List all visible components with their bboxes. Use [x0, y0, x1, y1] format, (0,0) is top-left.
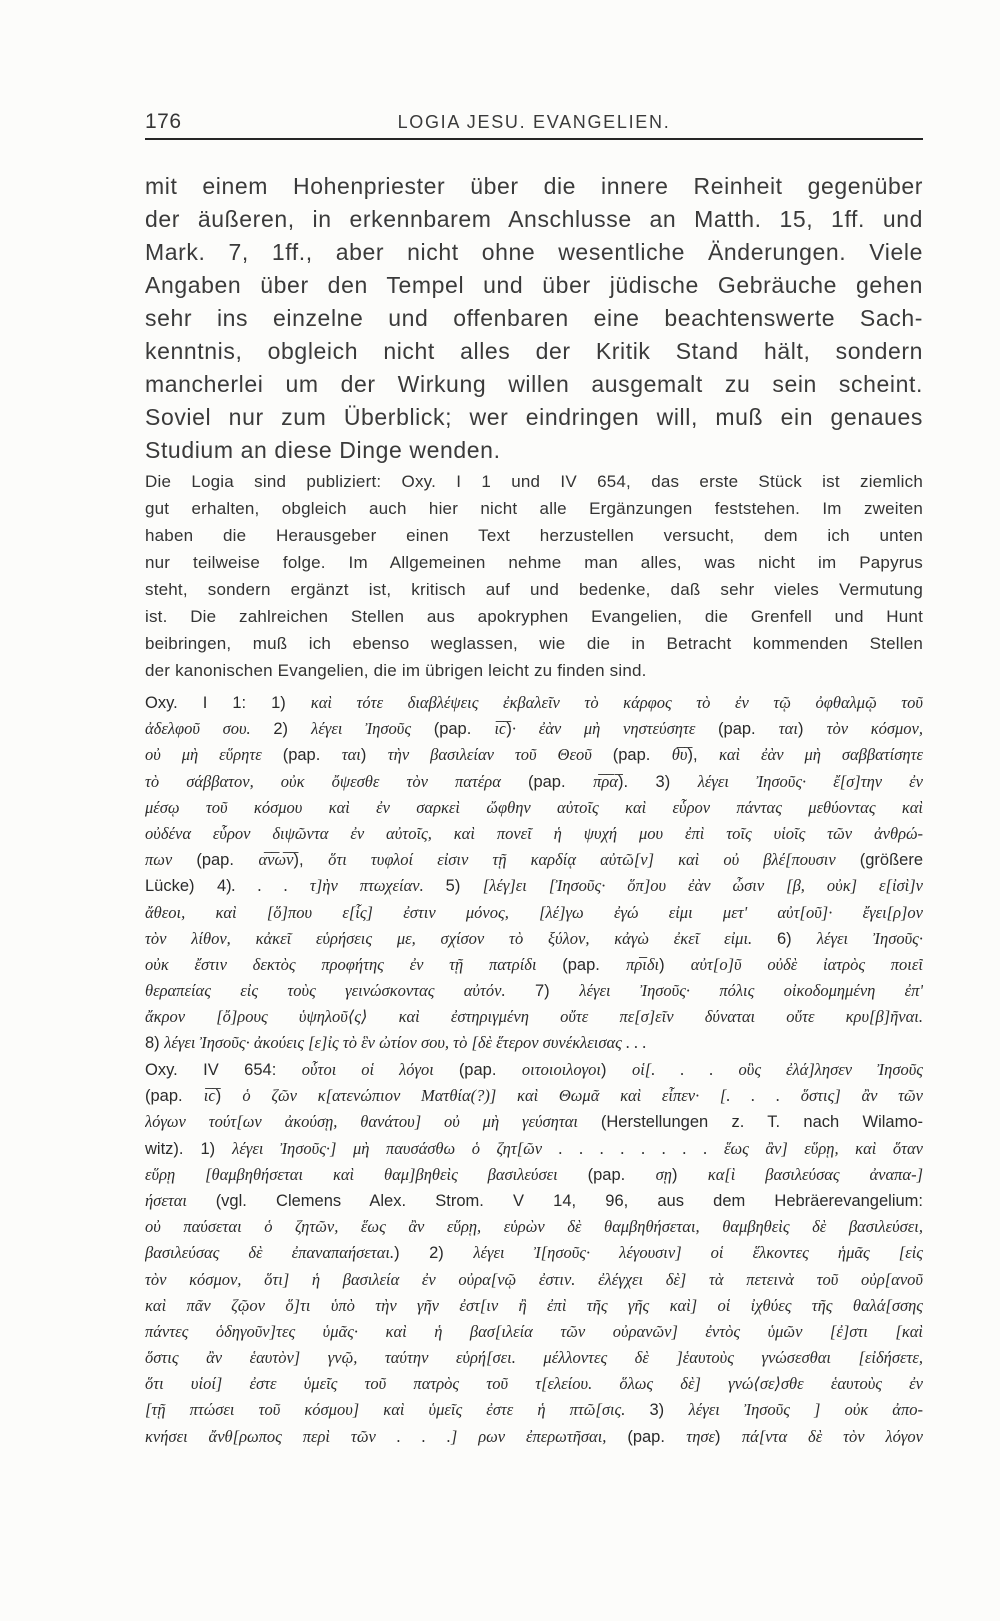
- greek-text: ἀδελφοῦ σου.: [145, 719, 274, 739]
- latin-text: ),: [687, 746, 719, 765]
- greek-text: οὗτοι οἱ λόγοι: [301, 1060, 459, 1079]
- latin-text: 2): [273, 720, 312, 739]
- greek-text-line: [145, 716, 923, 742]
- oxy-i-section: [145, 690, 923, 1057]
- greek-text-line: [145, 952, 923, 978]
- latin-text: (größere: [859, 851, 923, 870]
- text-line: der äußeren, in erkennbarem Anschlusse an Matth. 15, 1ff. und: [145, 206, 923, 232]
- greek-text: λέγει Ἰησοῦς· πόλις οἰκοδομημένη ἐπ': [579, 981, 923, 1001]
- latin-text: (pap.: [527, 772, 594, 791]
- greek-text: οὐ παύσεται ὁ ζητῶν, ἕως ἂν εὕρῃ, εὑρὼν δὲ θαμβηθήσεται, θαμβηθεὶς δὲ βασιλεύσει,: [145, 1217, 923, 1237]
- note-line: haben die Herausgeber einen Text herzustellen versucht, dem ich unten: [145, 526, 923, 545]
- greek-text: οὐ μὴ εὕρητε: [145, 745, 283, 765]
- greek-text: πων: [145, 850, 197, 870]
- greek-text-line: [145, 690, 923, 716]
- greek-text: οὐδένα εὗρον διψῶντα ἐν αὐτοῖς, καὶ πονεῖ ἡ ψυχή μου ἐπὶ τοῖς υἱοῖς τῶν ἀνθρώ-: [145, 823, 923, 843]
- oxy-iv-section: [145, 1057, 923, 1450]
- greek-text: οἱ[. . . οὓς ἐλά]λησεν Ἰησοῦς: [631, 1060, 923, 1079]
- greek-text-line: [145, 847, 923, 873]
- greek-text-line: [145, 873, 923, 899]
- header-rule: [145, 138, 923, 140]
- greek-text: θεραπείας εἰς τοὺς γεινώσκοντας αὐτόν.: [145, 981, 535, 1001]
- greek-text-line: [145, 1030, 923, 1056]
- latin-text: Lücke) 4): [145, 877, 232, 896]
- greek-text: α̅ν̅ω̅ν̅: [258, 850, 294, 870]
- latin-text: witz). 1): [145, 1139, 233, 1158]
- latin-text: 5): [445, 877, 483, 896]
- greek-text: κνήσει ἄνθ[ρωπος περὶ τῶν . . .] ρων ἐπερωτῆσαι,: [145, 1426, 628, 1446]
- latin-text: (pap.: [196, 851, 259, 870]
- text-line: mancherlei um der Wirkung willen ausgemalt zu sein scheint.: [145, 371, 923, 397]
- greek-text: πρ̅ιδι: [626, 954, 660, 974]
- greek-text-line: [145, 1319, 923, 1345]
- latin-text: (pap.: [627, 1427, 687, 1446]
- latin-text: ): [360, 746, 388, 765]
- text-line: Mark. 7, 1ff., aber nicht ohne wesentliche Änderungen. Viele: [145, 239, 923, 265]
- greek-text: κα[ὶ βασιλεύσας ἀναπα-]: [707, 1164, 923, 1184]
- greek-text: ι̅ϲ̅: [203, 1086, 216, 1106]
- greek-text: σῃ: [655, 1164, 672, 1184]
- greek-text-line: [145, 742, 923, 768]
- greek-text: μέσῳ τοῦ κόσμου καὶ ἐν σαρκεὶ ὤφθην αὐτοῖς καὶ εὗρον πάντας μεθύοντας καὶ: [145, 797, 923, 817]
- note-line: gut erhalten, obgleich auch hier nicht alle Ergänzungen feststehen. Im zweiten: [145, 499, 923, 518]
- greek-text: λέγει Ἰησοῦς·: [816, 928, 923, 948]
- latin-text: (pap.: [587, 1165, 656, 1184]
- latin-text: ),: [293, 851, 329, 870]
- latin-text: 6): [776, 929, 817, 948]
- greek-text-line: [145, 1371, 923, 1397]
- greek-text-line: [145, 1188, 923, 1214]
- greek-text-line: [145, 1397, 923, 1423]
- note-line: Die Logia sind publiziert: Oxy. I 1 und IV 654, das erste Stück ist ziemlich: [145, 472, 923, 491]
- greek-text-line: [145, 1214, 923, 1240]
- latin-text: ): [797, 720, 827, 739]
- latin-text: ). 3): [617, 772, 698, 791]
- greek-text: [τῇ πτώσει τοῦ κόσμου] καὶ ὑμεῖς ἐστε ἡ πτῶ[σις.: [145, 1400, 650, 1420]
- greek-text: . . . τ]ὴν πτωχείαν.: [231, 876, 446, 896]
- greek-text: οιτοιοιλογοι: [521, 1060, 602, 1079]
- latin-text: ): [601, 1061, 632, 1079]
- greek-text: ήσεται: [145, 1190, 216, 1210]
- latin-text: ): [659, 955, 691, 974]
- greek-text: πά[ντα δὲ τὸν λόγον: [741, 1426, 923, 1446]
- greek-text: λέγει Ἰησοῦς·] μὴ παυσάσθω ὁ ζητ[ῶν . . . . . . . . ἕως ἂν] εὕρῃ, καὶ ὅταν: [232, 1138, 923, 1158]
- text-line: mit einem Hohenpriester über die innere Reinheit gegenüber: [145, 173, 923, 199]
- latin-text: ): [506, 720, 512, 739]
- note-paragraph: [145, 468, 923, 684]
- latin-text: ): [715, 1427, 742, 1446]
- note-line: beibringen, muß ich ebenso weglassen, wie die in Betracht kommenden Stellen: [145, 634, 923, 653]
- latin-text: (pap.: [282, 746, 342, 765]
- latin-text: (pap.: [433, 720, 495, 739]
- greek-text: ὅστις ἂν ἑαυτὸν] γνῷ, ταύτην εὑρή[σει. μέλλοντες δὲ ]ἑαυτοὺς γνώσεσθαι [εἰδήσετε,: [145, 1348, 923, 1368]
- greek-text: [λέγ]ει [Ἰησοῦς· ὅπ]ου ἐὰν ὦσιν [β, οὐκ] ε[ἰσὶ]ν: [482, 876, 923, 896]
- greek-text-line: [145, 795, 923, 821]
- greek-text-line: [145, 1240, 923, 1266]
- note-line: nur teilweise folge. Im Allgemeinen nehme man alles, was nicht im Papyrus: [145, 553, 923, 572]
- greek-text: · ἐὰν μὴ νηστεύσητε: [511, 719, 719, 739]
- greek-text-line: [145, 1345, 923, 1371]
- latin-text: (pap.: [612, 746, 672, 765]
- text-line: Studium an diese Dinge wenden.: [145, 437, 501, 463]
- greek-text: πάντες ὁδηγοῦν]τες ὑμᾶς· καὶ ἡ βασ[ιλεία τῶν οὐρανῶν] ἐντὸς ὑμῶν [ἐ]στι [καὶ: [145, 1321, 923, 1341]
- greek-text: τησε: [686, 1426, 716, 1446]
- page-header: [145, 110, 923, 138]
- greek-text: λέγει Ἰησοῦς· ἀκούεις [ε]ἰς τὸ ἓν ὠτίον σου, τὸ [δὲ ἕτερον συνέκλεισας . . .: [164, 1033, 647, 1053]
- greek-text-line: [145, 1136, 923, 1162]
- greek-text: ἄκρον [ὄ]ρους ὑψηλοῦ⟨ς⟩ καὶ ἐστηριγμένη οὔτε πε[σ]εῖν δύναται οὔτε κρυ[β]ῆναι.: [145, 1007, 923, 1027]
- greek-text: οὐκ ἔστιν δεκτὸς προφήτης ἐν τῇ πατρίδι: [145, 954, 563, 974]
- running-title: LOGIA JESU. EVANGELIEN.: [397, 112, 671, 132]
- greek-text-line: [145, 926, 923, 952]
- greek-text: τὴν βασιλείαν τοῦ Θεοῦ: [387, 745, 613, 765]
- greek-text: τὸ σάββατον, οὐκ ὄψεσθε τὸν πατέρα: [145, 771, 528, 791]
- latin-text: ): [671, 1165, 708, 1184]
- greek-text-line: [145, 1004, 923, 1030]
- greek-text-line: [145, 1083, 923, 1109]
- latin-text: 3): [649, 1401, 689, 1420]
- greek-text: τὸν κόσμον, ὅτι] ἡ βασιλεία ἐν οὐρα[νῷ ἐστιν. ἐλέγχει δὲ] τὰ πετεινὰ τοῦ οὐρ[ανοῦ: [145, 1269, 923, 1289]
- text-line: Angaben über den Tempel und über jüdische Gebräuche gehen: [145, 272, 923, 298]
- greek-text-line: [145, 821, 923, 847]
- latin-text: 7): [534, 982, 580, 1001]
- greek-text: π̅ρ̅α̅: [593, 771, 618, 791]
- greek-text: ὅτι υἱοί] ἐστε ὑμεῖς τοῦ πατρὸς τοῦ τ[ελείου. ὅλως δὲ] γνώ⟨σε⟩σθε ἑαυτοὺς ἐν: [145, 1374, 923, 1394]
- greek-text: ι̅ϲ̅: [494, 719, 507, 739]
- greek-text: εὕρῃ [θαμβηθήσεται καὶ θαμ]βηθεὶς βασιλεύσει: [145, 1164, 588, 1184]
- greek-text-line: [145, 1424, 923, 1450]
- note-line: steht, sondern ergänzt ist, kritisch auf und bedenke, daß sehr vieles Vermutung: [145, 580, 923, 599]
- greek-text: καὶ ἐὰν μὴ σαββατίσητε: [718, 745, 923, 765]
- latin-text: ): [215, 1087, 243, 1106]
- latin-text: (pap.: [145, 1087, 204, 1106]
- greek-text-line: [145, 1293, 923, 1319]
- greek-text: τὸν λίθον, κἀκεῖ εὑρήσεις με, σχίσον τὸ ξύλον, κἀγὼ ἐκεῖ εἰμι.: [145, 928, 777, 948]
- greek-text: λέγει Ἰησοῦς: [311, 719, 434, 739]
- greek-text-line: [145, 1109, 923, 1135]
- greek-text: λέγει Ἰησοῦς ] οὐκ ἀπο-: [688, 1400, 923, 1420]
- greek-text-line: [145, 769, 923, 795]
- intro-paragraph: [145, 170, 923, 467]
- text-line: kenntnis, obgleich nicht alles der Kritik Stand hält, sondern: [145, 338, 923, 364]
- greek-text: λέγει Ἰησοῦς· ἔ[σ]την ἐν: [697, 771, 923, 791]
- greek-text: λέγει Ἰ[ησοῦς· λέγουσιν] οἱ ἕλκοντες ἡμᾶς [εἰς: [473, 1243, 923, 1263]
- text-line: sehr ins einzelne und offenbaren eine beachtenswerte Sach-: [145, 305, 923, 331]
- greek-text: ται: [341, 745, 361, 765]
- greek-text-line: [145, 1057, 923, 1083]
- greek-text-line: [145, 978, 923, 1004]
- latin-text: (pap.: [458, 1061, 522, 1079]
- latin-text: (vgl. Clemens Alex. Strom. V 14, 96, aus dem Hebräerevangelium:: [215, 1191, 923, 1210]
- greek-text: ὁ ζῶν κ[ατενώπιον Ματθία(?)] καὶ Θωμᾶ καὶ εἶπεν· [. . . ὅστις] ἂν τῶν: [242, 1086, 923, 1106]
- greek-text: βασιλεύσας δὲ ἐπαναπαήσεται.: [145, 1243, 395, 1263]
- greek-text: λόγων τούτ[ων ἀκούσῃ, θανάτου] οὐ μὴ γεύσηται: [145, 1112, 601, 1132]
- page-number: 176: [145, 110, 182, 133]
- greek-text: αὐτ[ο]ῦ οὐδὲ ἰατρὸς ποιεῖ: [690, 954, 923, 974]
- greek-text: ται: [778, 719, 798, 739]
- latin-text: 8): [145, 1034, 165, 1053]
- latin-text: (pap.: [718, 720, 779, 739]
- greek-text: τὸν κόσμον,: [826, 719, 923, 739]
- greek-text: καὶ πᾶν ζῷον ὅ]τι ὑπὸ τὴν γῆν ἐστ[ιν ἢ ἐπὶ τῆς γῆς καὶ] οἱ ἰχθύες τῆς θαλά[σσης: [145, 1295, 923, 1315]
- greek-text-line: [145, 900, 923, 926]
- latin-text: ) 2): [394, 1244, 474, 1263]
- greek-text-line: [145, 1267, 923, 1293]
- latin-text: (pap.: [562, 955, 627, 974]
- latin-text: Oxy. IV 654:: [145, 1061, 302, 1079]
- greek-text: ἄθεοι, καὶ [ὅ]που ε[ἷς] ἐστιν μόνος, [λέ]γω ἐγώ εἰμι μετ' αὐτ[οῦ]· ἔγει[ρ]ον: [145, 902, 923, 922]
- latin-text: (Herstellungen z. T. nach Wilamo-: [600, 1113, 923, 1132]
- greek-text-line: [145, 1162, 923, 1188]
- greek-text: θ̅υ̅: [671, 745, 688, 765]
- greek-text: ὅτι τυφλοί εἰσιν τῇ καρδίᾳ αὐτῶ[ν] καὶ οὐ βλέ[πουσιν: [328, 850, 860, 870]
- greek-text: καὶ τότε διαβλέψεις ἐκβαλεῖν τὸ κάρφος τὸ ἐν τῷ ὀφθαλμῷ τοῦ: [310, 693, 923, 712]
- note-line: der kanonischen Evangelien, die im übrigen leicht zu finden sind.: [145, 661, 647, 680]
- latin-text: Oxy. I 1: 1): [145, 694, 311, 712]
- note-line: ist. Die zahlreichen Stellen aus apokryphen Evangelien, die Grenfell und Hunt: [145, 607, 923, 626]
- text-line: Soviel nur zum Überblick; wer eindringen will, muß ein genaues: [145, 404, 923, 430]
